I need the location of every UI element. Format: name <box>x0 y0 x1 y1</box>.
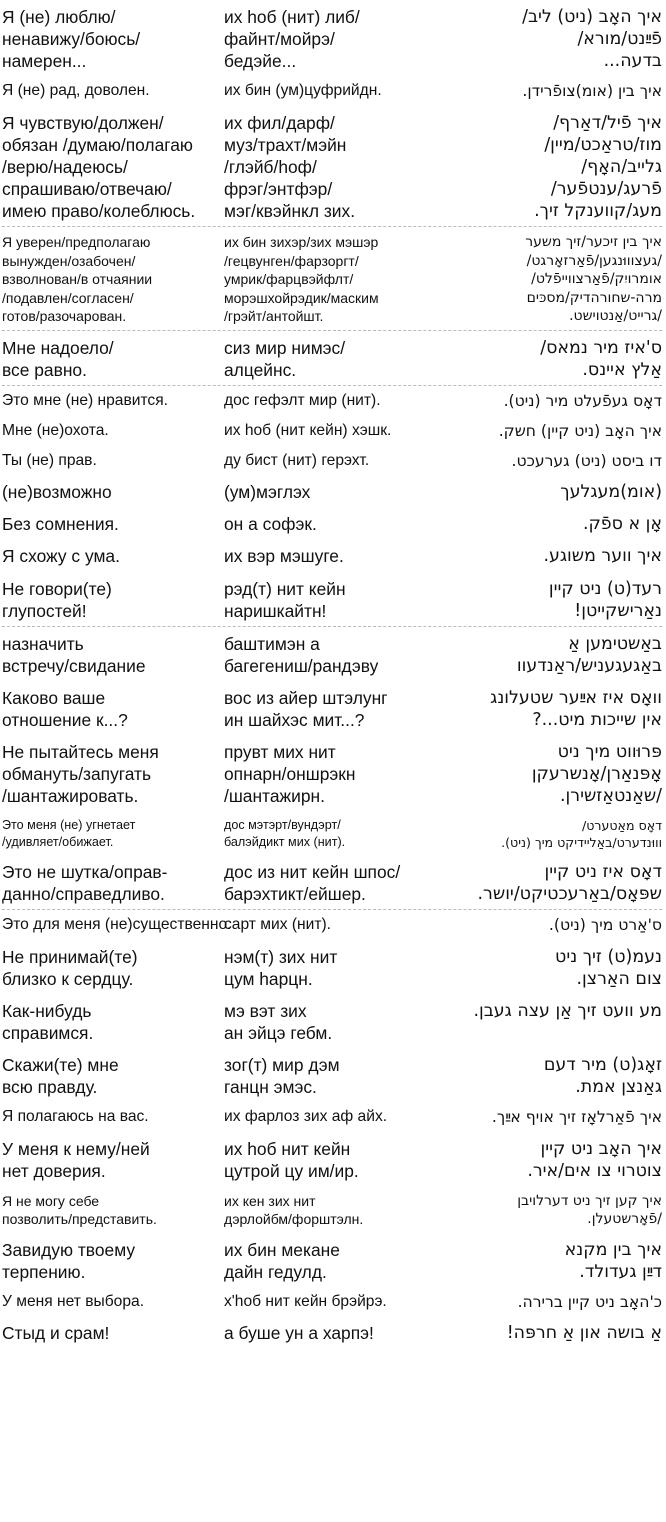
phrase-entry <box>2 446 662 476</box>
transcription-text: х'hоб нит кейн брэйрэ. <box>224 1292 387 1310</box>
russian-text: позволить/представить. <box>2 1211 157 1227</box>
phrase-entry <box>2 940 662 994</box>
yiddish-text: איך ווער משוגע. <box>543 545 662 566</box>
yiddish-text: רעד(ט) ניט קיין <box>548 578 662 599</box>
russian-text: справимся. <box>2 1022 94 1043</box>
russian-text-column <box>2 233 216 326</box>
russian-text-column <box>2 337 216 381</box>
russian-text-column <box>2 741 216 807</box>
yiddish-text-column <box>426 112 662 222</box>
transcription-text: сиз мир нимэс/ <box>224 337 346 358</box>
russian-text-column <box>2 1000 216 1044</box>
phrase-line <box>2 1107 662 1127</box>
transcription-text-column <box>216 578 426 622</box>
yiddish-text: זאָג(ט) מיר דעם <box>543 1054 662 1075</box>
yiddish-text: /פֿאָרשטעלן. <box>587 1211 662 1227</box>
transcription-text-column <box>216 1239 426 1283</box>
transcription-text: дос мэтэрт/вундэрт/ <box>224 817 341 832</box>
russian-text: ненавижу/боюсь/ <box>2 29 141 49</box>
transcription-text: мэг/квэйнкл зих. <box>224 201 356 221</box>
transcription-text: опнарн/оншрэкн <box>224 763 356 784</box>
russian-text: Скажи(те) мне <box>2 1054 119 1075</box>
transcription-text: их hоб нит кейн <box>224 1138 351 1159</box>
russian-text-column <box>2 946 216 990</box>
russian-text: встречу/свидание <box>2 655 146 676</box>
yiddish-text: איך בין (אומ)צופֿרידן. <box>522 82 662 100</box>
transcription-text: сарт мих (нит). <box>224 915 332 933</box>
phrase-entry <box>2 106 662 226</box>
phrase-entry <box>2 626 662 681</box>
transcription-text: баштимэн а <box>224 633 320 654</box>
russian-text-column <box>2 1138 216 1182</box>
transcription-text: бедэйе... <box>224 51 297 71</box>
russian-text-column <box>2 687 216 731</box>
russian-text: обязан /думаю/полагаю <box>2 135 193 155</box>
yiddish-text: מע וועט זיך אַן עצה געבן. <box>473 1000 662 1021</box>
phrase-line <box>2 481 662 503</box>
russian-text: У меня к нему/ней <box>2 1138 150 1159</box>
yiddish-text: כ'האָב ניט קיין ברירה. <box>517 1292 662 1311</box>
transcription-text: их кен зих нит <box>224 1192 316 1209</box>
russian-text-column <box>2 6 216 72</box>
phrase-line <box>2 1292 662 1312</box>
transcription-text: рэд(т) нит кейн <box>224 578 346 599</box>
transcription-text: барэхтикт/ейшер. <box>224 883 366 904</box>
yiddish-text-column <box>426 1054 662 1098</box>
yiddish-text: איך קען זיך ניט דערלויבן <box>517 1192 662 1209</box>
yiddish-text: איך בין מקנא <box>564 1239 662 1260</box>
transcription-text: вос из айер штэлунг <box>224 687 388 708</box>
yiddish-text: שפּאָס/באַרעכטיקט/יושר. <box>477 883 662 904</box>
transcription-text: ду бист (нит) герэхт. <box>224 451 370 469</box>
russian-text: (не)возможно <box>2 481 112 502</box>
russian-text-column <box>2 633 216 677</box>
transcription-text: их бин мекане <box>224 1239 340 1260</box>
transcription-text-column <box>216 233 426 326</box>
russian-text: Это не шутка/оправ- <box>2 861 168 882</box>
russian-text: /удивляет/обижает. <box>2 834 114 849</box>
russian-text: всю правду. <box>2 1076 98 1097</box>
transcription-text-column <box>216 633 426 677</box>
russian-text: глупостей! <box>2 600 87 621</box>
phrase-entry <box>2 226 662 330</box>
transcription-text-column <box>216 1054 426 1098</box>
yiddish-text: דאָס איז ניט קיין <box>544 861 662 882</box>
phrase-entry <box>2 1186 662 1233</box>
russian-text: Мне надоело/ <box>2 337 114 358</box>
phrase-line <box>2 1322 662 1344</box>
transcription-text: балэйдикт мих (нит). <box>224 834 346 849</box>
russian-text: Это мне (не) нравится. <box>2 391 169 409</box>
yiddish-text-column <box>426 741 662 807</box>
transcription-text: дэрлойбм/форштэлн. <box>224 1211 364 1227</box>
russian-text: вынужден/озабочен/ <box>2 252 136 269</box>
phrase-entry <box>2 1132 662 1186</box>
phrase-entry <box>2 572 662 626</box>
phrase-entry <box>2 476 662 508</box>
russian-text: Я чувствую/должен/ <box>2 113 164 133</box>
phrase-entry <box>2 855 662 909</box>
transcription-text: дос из нит кейн шпос/ <box>224 861 401 882</box>
phrase-line <box>2 545 662 567</box>
yiddish-text: פֿרעג/ענטפֿער/ <box>550 179 662 199</box>
transcription-text: а буше ун а харпэ! <box>224 1322 374 1343</box>
transcription-text: наришкайтн! <box>224 600 327 621</box>
transcription-text: /глэйб/hоф/ <box>224 157 317 177</box>
transcription-text-column <box>216 946 426 990</box>
transcription-text: ганцн эмэс. <box>224 1076 317 1097</box>
transcription-text: их бин (ум)цуфрийдн. <box>224 82 382 99</box>
transcription-text: умрик/фарцвэйфлт/ <box>224 271 354 287</box>
phrase-entry <box>2 1287 662 1317</box>
russian-text: все равно. <box>2 359 87 380</box>
transcription-text-column <box>216 817 426 851</box>
yiddish-text: באַגעגעניש/ראַנדעוו <box>516 655 662 676</box>
russian-text: Не принимай(те) <box>2 946 138 967</box>
russian-text: имею право/колеблюсь. <box>2 201 196 221</box>
transcription-text-column <box>216 687 426 731</box>
transcription-text: цум hарцн. <box>224 968 313 989</box>
transcription-text-column <box>216 6 426 72</box>
phrase-entry <box>2 416 662 446</box>
yiddish-text: אָן א ספֿק. <box>582 513 662 534</box>
russian-text: Я (не) рад, доволен. <box>2 82 150 99</box>
transcription-text: мэ вэт зих <box>224 1000 307 1021</box>
transcription-text: их hоб (нит кейн) хэшк. <box>224 421 392 439</box>
yiddish-text-column <box>426 233 662 326</box>
yiddish-text: צום האַרצן. <box>576 968 662 989</box>
transcription-text: /шантажирн. <box>224 785 325 806</box>
phrase-line <box>2 421 662 441</box>
yiddish-text: אין שייכות מיט...? <box>532 709 662 730</box>
transcription-text-column <box>216 112 426 222</box>
yiddish-text: /שאַנטאַזשירן. <box>560 785 662 806</box>
transcription-text-column <box>216 741 426 807</box>
yiddish-text: איך האָב (ניט) ליב/ <box>522 7 662 27</box>
transcription-text: он а софэк. <box>224 513 317 534</box>
yiddish-text-column <box>426 817 662 851</box>
transcription-text: морэшхойрэдик/маским <box>224 289 379 306</box>
phrase-entry <box>2 540 662 572</box>
transcription-text: нэм(т) зих нит <box>224 946 338 967</box>
transcription-text: их фарлоз зих аф айх. <box>224 1107 388 1125</box>
transcription-text-column <box>216 337 426 381</box>
transcription-text: их вэр мэшуге. <box>224 545 344 566</box>
phrase-entry <box>2 0 662 76</box>
yiddish-text-column <box>426 1000 662 1022</box>
transcription-text: ан эйцэ гебм. <box>224 1022 333 1043</box>
russian-text: Это меня (не) угнетает <box>2 817 136 832</box>
transcription-text: их бин зихэр/зих мэшэр <box>224 234 379 250</box>
russian-text: отношение к...? <box>2 709 128 730</box>
russian-text: У меня нет выбора. <box>2 1292 145 1310</box>
phrase-entry <box>2 508 662 540</box>
yiddish-text-column <box>426 1239 662 1283</box>
transcription-text: (ум)мэглэх <box>224 481 311 502</box>
russian-text: Я полагаюсь на вас. <box>2 1107 149 1125</box>
russian-text: Как-нибудь <box>2 1000 92 1021</box>
yiddish-text: ס'איז מיר נמאס/ <box>540 337 662 358</box>
transcription-text: цутрой цу им/ир. <box>224 1160 359 1181</box>
phrase-entry <box>2 811 662 855</box>
russian-text: /верю/надеюсь/ <box>2 157 128 177</box>
russian-text-column <box>2 1192 216 1229</box>
yiddish-text: איך האָב (ניט קיין) חשק. <box>498 421 662 440</box>
phrase-entry <box>2 76 662 106</box>
transcription-text: дайн гедулд. <box>224 1261 327 1282</box>
yiddish-text: צוטרוי צו אים/איר. <box>527 1160 662 1181</box>
yiddish-text: גלייב/האָף/ <box>581 157 662 177</box>
phrase-line <box>2 391 662 411</box>
transcription-text: ин шайхэс мит...? <box>224 709 365 730</box>
yiddish-text: דו ביסט (ניט) גערעכט. <box>511 451 662 470</box>
transcription-text: дос гефэлт мир (нит). <box>224 391 381 409</box>
transcription-text-column <box>216 861 426 905</box>
yiddish-text: באַשטימען אַ <box>568 633 662 654</box>
transcription-text: зог(т) мир дэм <box>224 1054 340 1075</box>
yiddish-text: בדעה... <box>603 51 662 71</box>
transcription-text: файнт/мойрэ/ <box>224 29 335 49</box>
transcription-text-column <box>216 1000 426 1044</box>
transcription-text: алцейнс. <box>224 359 297 380</box>
transcription-text: их фил/дарф/ <box>224 113 335 133</box>
yiddish-text-column <box>426 337 662 381</box>
russian-text: спрашиваю/отвечаю/ <box>2 179 172 199</box>
yiddish-text-column <box>426 1138 662 1182</box>
yiddish-text: איך פֿאַרלאָז זיך אויף אײַך. <box>491 1107 662 1126</box>
phrase-line <box>2 81 662 101</box>
yiddish-text: גאַנצן אמת. <box>575 1076 662 1097</box>
russian-text: /подавлен/согласен/ <box>2 289 134 306</box>
russian-text: готов/разочарован. <box>2 308 127 324</box>
yiddish-text: אָפּנאַרן/אָנשרעקן <box>531 763 662 784</box>
yiddish-text: וואָס איז אײַער שטעלונג <box>490 687 662 708</box>
russian-text: Каково ваше <box>2 687 106 708</box>
russian-text: Я (не) люблю/ <box>2 7 116 27</box>
yiddish-text: /גרייט/אַנטוישט. <box>569 308 662 324</box>
yiddish-text-column <box>426 633 662 677</box>
phrase-entry <box>2 909 662 940</box>
yiddish-text: מעג/קווענקל זיך. <box>534 201 662 221</box>
yiddish-text: דאָס געפֿעלט מיר (ניט). <box>503 391 662 410</box>
phrase-entry <box>2 1048 662 1102</box>
russian-text-column <box>2 817 216 851</box>
yiddish-text: (אומ)מעגלעך <box>560 481 662 502</box>
phrase-line <box>2 451 662 471</box>
yiddish-text: איך בין זיכער/זיך משער <box>525 234 662 250</box>
russian-text: Ты (не) прав. <box>2 451 97 469</box>
russian-text: близко к сердцу. <box>2 968 134 989</box>
phrase-entry <box>2 330 662 385</box>
yiddish-text-column <box>426 1192 662 1229</box>
russian-text: Это для меня (не)существенно. <box>2 915 232 933</box>
yiddish-text: איך האָב ניט קיין <box>540 1138 662 1159</box>
russian-text: Завидую твоему <box>2 1239 136 1260</box>
russian-text: Не говори(те) <box>2 578 112 599</box>
yiddish-text: אַלץ איינס. <box>582 359 662 380</box>
russian-text-column <box>2 861 216 905</box>
yiddish-text-column <box>426 687 662 731</box>
phrase-line <box>2 915 662 935</box>
russian-text: назначить <box>2 633 84 654</box>
phrase-entry <box>2 681 662 735</box>
russian-text-column <box>2 578 216 622</box>
russian-text: намерен... <box>2 51 87 71</box>
russian-text: Я не могу себе <box>2 1192 100 1209</box>
transcription-text: /грэйт/антойшт. <box>224 308 324 324</box>
russian-text: обмануть/запугать <box>2 763 152 784</box>
russian-text: Я схожу с ума. <box>2 545 120 566</box>
yiddish-text: ס'אַרט מיך (ניט). <box>548 915 662 934</box>
transcription-text: их hоб (нит) либ/ <box>224 7 360 27</box>
yiddish-text: פּרוּווט מיך ניט <box>557 741 662 762</box>
phrase-entry <box>2 1102 662 1132</box>
phrase-entry <box>2 1317 662 1349</box>
phrase-entry <box>2 994 662 1048</box>
russian-text: нет доверия. <box>2 1160 106 1181</box>
yiddish-text: מוז/טראַכט/מיין/ <box>544 135 662 155</box>
yiddish-text: וווּנדערט/באַליידיקט מיך (ניט). <box>501 834 662 850</box>
transcription-text: муз/трахт/мэйн <box>224 135 347 155</box>
transcription-text: прувт мих нит <box>224 741 336 762</box>
russian-text: Мне (не)охота. <box>2 421 109 439</box>
yiddish-text: אַ בושה און אַ חרפּה! <box>506 1322 662 1343</box>
transcription-text-column <box>216 1192 426 1229</box>
yiddish-text-column <box>426 6 662 72</box>
russian-text: Не пытайтесь меня <box>2 741 159 762</box>
yiddish-text: איך פֿיל/דאַרף/ <box>553 113 662 133</box>
russian-text-column <box>2 1239 216 1283</box>
yiddish-text: /געצוווּנגען/פֿאַרזאָרגט/ <box>526 252 662 269</box>
russian-text: Без сомнения. <box>2 513 119 534</box>
russian-text: терпению. <box>2 1261 86 1282</box>
yiddish-text-column <box>426 861 662 905</box>
russian-text: взволнован/в отчаянии <box>2 271 153 287</box>
yiddish-text-column <box>426 946 662 990</box>
russian-text: Я уверен/предполагаю <box>2 234 151 250</box>
transcription-text: багегениш/рандэву <box>224 655 379 676</box>
yiddish-text: אומרויִק/פֿאַרצווייפֿלט/ <box>531 271 662 287</box>
phrase-entry <box>2 735 662 811</box>
phrase-entry <box>2 1233 662 1287</box>
yiddish-text: נאַרישקייטן! <box>574 600 662 621</box>
russian-text-column <box>2 112 216 222</box>
yiddish-text: דײַן געדולד. <box>579 1261 662 1282</box>
russian-text: Стыд и срам! <box>2 1322 110 1343</box>
yiddish-text-column <box>426 578 662 622</box>
russian-text-column <box>2 1054 216 1098</box>
russian-text: /шантажировать. <box>2 785 139 806</box>
yiddish-text: נעמ(ט) זיך ניט <box>555 946 662 967</box>
yiddish-text: דאָס מאַטערט/ <box>581 817 662 833</box>
yiddish-text: פֿײַנט/מורא/ <box>577 29 662 49</box>
transcription-text-column <box>216 1138 426 1182</box>
transcription-text: фрэг/энтфэр/ <box>224 179 333 199</box>
phrase-line <box>2 513 662 535</box>
russian-text: данно/справедливо. <box>2 883 165 904</box>
yiddish-text: מרה-שחורהדיק/מסכּים <box>526 289 662 306</box>
phrase-entry <box>2 385 662 416</box>
transcription-text: /гецвунген/фарзоргт/ <box>224 252 359 269</box>
